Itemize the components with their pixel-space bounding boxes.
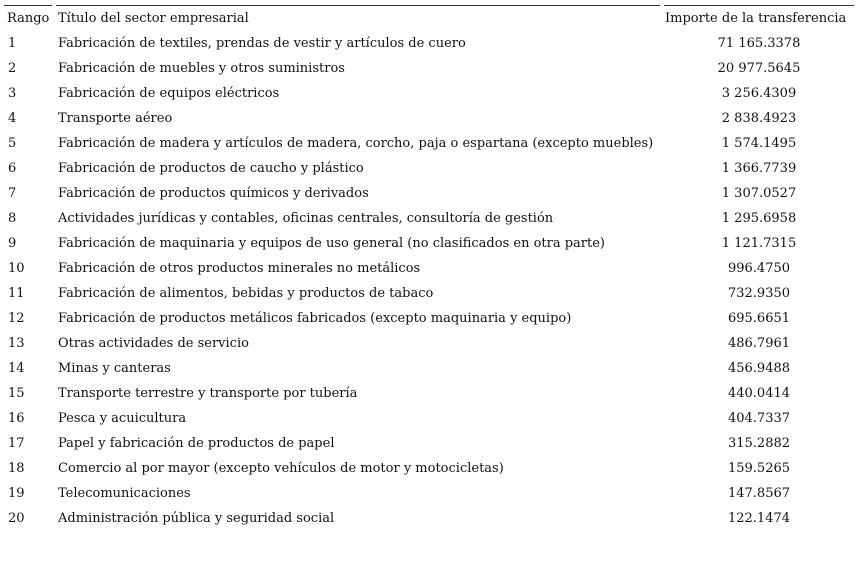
row-rank: 1 — [8, 36, 17, 51]
row-sector-title: Fabricación de maquinaria y equipos de uso general (no clasificados en otra parte) — [58, 236, 605, 251]
header-rule-amount — [664, 5, 854, 6]
row-transfer-amount: 1 121.7315 — [721, 236, 797, 251]
row-transfer-amount: 1 295.6958 — [721, 211, 797, 226]
table-row — [0, 131, 856, 156]
row-transfer-amount: 71 165.3378 — [717, 36, 801, 51]
row-sector-title: Fabricación de textiles, prendas de vestir y artículos de cuero — [58, 36, 466, 51]
table-row — [0, 56, 856, 81]
row-rank: 4 — [8, 111, 17, 126]
table-row — [0, 31, 856, 56]
header-rule-rank — [4, 5, 52, 6]
table-row — [0, 506, 856, 531]
row-transfer-amount: 1 366.7739 — [721, 161, 797, 176]
row-transfer-amount: 486.7961 — [727, 336, 791, 351]
row-transfer-amount: 456.9488 — [727, 361, 791, 376]
row-rank: 8 — [8, 211, 17, 226]
row-sector-title: Actividades jurídicas y contables, oficinas centrales, consultoría de gestión — [58, 211, 554, 226]
row-transfer-amount: 440.0414 — [727, 386, 791, 401]
row-transfer-amount: 3 256.4309 — [721, 86, 797, 101]
row-transfer-amount: 159.5265 — [727, 461, 791, 476]
row-sector-title: Fabricación de muebles y otros suministros — [58, 61, 345, 76]
row-transfer-amount: 1 307.0527 — [721, 186, 797, 201]
row-rank: 15 — [8, 386, 25, 401]
row-rank: 18 — [8, 461, 25, 476]
row-rank: 19 — [8, 486, 25, 501]
table-row — [0, 431, 856, 456]
row-rank: 17 — [8, 436, 25, 451]
row-sector-title: Fabricación de equipos eléctricos — [58, 86, 280, 101]
table-row — [0, 106, 856, 131]
row-rank: 3 — [8, 86, 17, 101]
row-rank: 20 — [8, 511, 25, 526]
row-sector-title: Fabricación de productos metálicos fabricados (excepto maquinaria y equipo) — [58, 311, 572, 326]
table-row — [0, 306, 856, 331]
table-row — [0, 281, 856, 306]
table-row — [0, 381, 856, 406]
row-sector-title: Minas y canteras — [58, 361, 171, 376]
row-sector-title: Fabricación de alimentos, bebidas y productos de tabaco — [58, 286, 434, 301]
row-transfer-amount: 2 838.4923 — [721, 111, 797, 126]
column-header-rank: Rango — [7, 11, 50, 26]
row-sector-title: Fabricación de otros productos minerales no metálicos — [58, 261, 421, 276]
table-row — [0, 156, 856, 181]
row-rank: 10 — [8, 261, 25, 276]
row-transfer-amount: 147.8567 — [727, 486, 791, 501]
table-row — [0, 481, 856, 506]
row-sector-title: Pesca y acuicultura — [58, 411, 187, 426]
row-rank: 16 — [8, 411, 25, 426]
row-transfer-amount: 996.4750 — [727, 261, 791, 276]
row-rank: 5 — [8, 136, 17, 151]
row-transfer-amount: 315.2882 — [727, 436, 791, 451]
row-rank: 7 — [8, 186, 17, 201]
table-row — [0, 81, 856, 106]
row-rank: 2 — [8, 61, 17, 76]
row-sector-title: Fabricación de productos químicos y derivados — [58, 186, 369, 201]
row-sector-title: Telecomunicaciones — [58, 486, 191, 501]
row-transfer-amount: 122.1474 — [727, 511, 791, 526]
table-row — [0, 231, 856, 256]
row-sector-title: Fabricación de madera y artículos de madera, corcho, paja o espartana (excepto muebles) — [58, 136, 654, 151]
row-transfer-amount: 404.7337 — [727, 411, 791, 426]
row-sector-title: Papel y fabricación de productos de papel — [58, 436, 335, 451]
row-rank: 9 — [8, 236, 17, 251]
row-transfer-amount: 732.9350 — [727, 286, 791, 301]
row-sector-title: Fabricación de productos de caucho y plástico — [58, 161, 364, 176]
header-rule-title — [56, 5, 660, 6]
column-header-amount: Importe de la transferencia — [665, 11, 847, 26]
table-row — [0, 331, 856, 356]
column-header-title: Título del sector empresarial — [58, 11, 249, 26]
row-sector-title: Transporte terrestre y transporte por tubería — [58, 386, 358, 401]
table-row — [0, 406, 856, 431]
table-row — [0, 206, 856, 231]
row-rank: 11 — [8, 286, 25, 301]
table-row — [0, 356, 856, 381]
table-row — [0, 456, 856, 481]
row-sector-title: Administración pública y seguridad social — [58, 511, 335, 526]
table-row — [0, 256, 856, 281]
row-rank: 6 — [8, 161, 17, 176]
table-row — [0, 181, 856, 206]
row-sector-title: Transporte aéreo — [58, 111, 173, 126]
table-body — [0, 31, 856, 531]
row-sector-title: Comercio al por mayor (excepto vehículos de motor y motocicletas) — [58, 461, 504, 476]
row-rank: 13 — [8, 336, 25, 351]
row-rank: 12 — [8, 311, 25, 326]
row-transfer-amount: 695.6651 — [727, 311, 791, 326]
row-transfer-amount: 1 574.1495 — [721, 136, 797, 151]
row-sector-title: Otras actividades de servicio — [58, 336, 249, 351]
row-transfer-amount: 20 977.5645 — [717, 61, 801, 76]
row-rank: 14 — [8, 361, 25, 376]
